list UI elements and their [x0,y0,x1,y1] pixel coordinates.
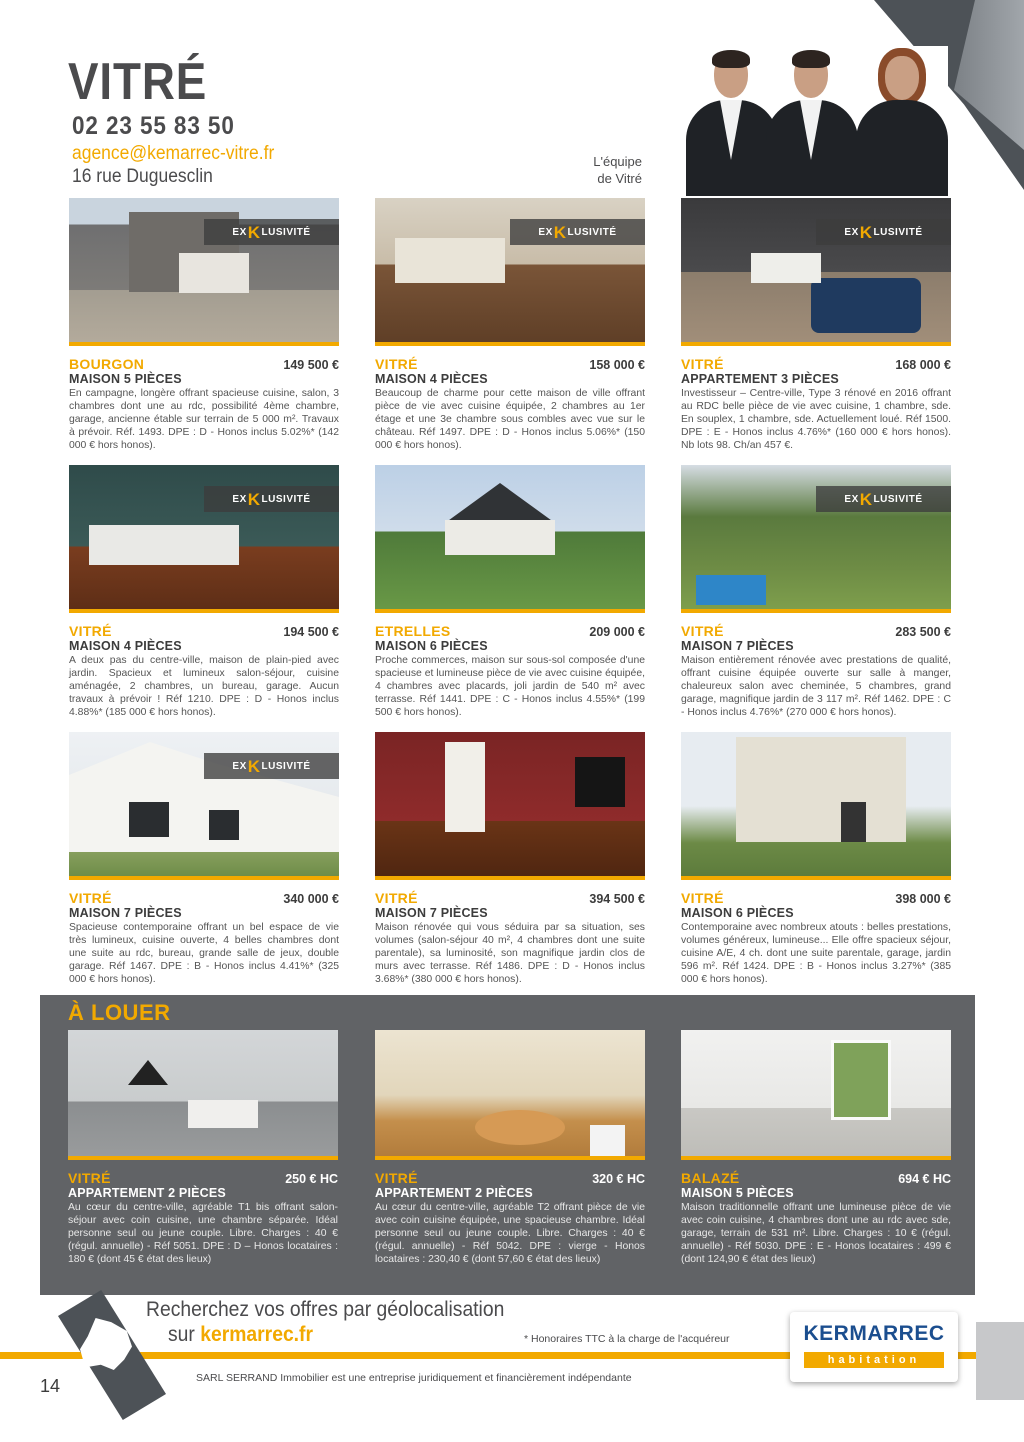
listing-card[interactable] [69,732,339,986]
listing-city: VITRÉ [69,890,112,906]
listing-description: Au cœur du centre-ville, agréable T1 bis offrant salon-séjour avec coin cuisine, une chambre séparée. Idéal personne seul ou jeune couple. Libre. Charges : 40 € (régul. annuelle) - Réf 5051. DPE : D – Honos locataires : 180 € (dont 45 € état des lieux) [68,1202,338,1265]
page-title: VITRÉ [68,53,208,111]
exclusivity-badge: EX K LUSIVITÉ [204,219,339,245]
listing-city: VITRÉ [69,623,112,639]
geolocation-cta: Recherchez vos offres par géolocalisation [146,1298,505,1321]
listing-type: APPARTEMENT 2 PIÈCES [68,1186,226,1200]
listing-price: 694 € HC [898,1172,951,1186]
listing-price: 194 500 € [283,625,339,639]
listing-type: MAISON 4 PIÈCES [69,639,182,653]
page-number: 14 [40,1376,61,1396]
agency-email[interactable]: agence@kemarrec-vitre.fr [72,143,275,164]
listing-city: BALAZÉ [681,1170,740,1186]
listing-type: MAISON 5 PIÈCES [681,1186,794,1200]
team-member-3 [852,46,948,196]
listing-description: Maison entièrement rénovée avec prestations de qualité, offrant cuisine équipée ouverte sur salle à manger, chaleureux salon avec cheminée, 5 chambres, grand garage, magnifique jardin de 3 117 m². Réf 1462. DPE : C - Honos inclus 4.76%* (270 000 € hors honos). [681,655,951,718]
fees-note: * Honoraires TTC à la charge de l'acquéreur [524,1333,730,1345]
listing-description: Investisseur – Centre-ville, Type 3 rénové en 2016 offrant au RDC belle pièce de vie avec cuisine, 1 chambre, sde. En souplex, 1 chambre, sde. Actuellement loué. Réf 1500. DPE : E - Honos inclus 4.76%* (160 000 € hors honos). Nb lots 98. Ch/an 457 €. [681,388,951,451]
listing-description: Maison rénovée qui vous séduira par sa situation, ses volumes (salon-séjour 40 m², 4 chambres dont une suite parentale), sa luminosité, son magnifique jardin clos de murs avec terrasse. Réf 1486. DPE : D - Honos inclus 3.68%* (380 000 € hors honos). [375,922,645,985]
listing-city: VITRÉ [375,1170,418,1186]
listing-price: 149 500 € [283,358,339,372]
rental-card[interactable] [68,1030,338,1266]
listing-description: Beaucoup de charme pour cette maison de ville offrant pièce de vie avec cuisine équipée, 2 chambres au 1er étage et une 3e chambre sous combles avec vue sur le château. Réf 1497. DPE : D - Honos inclus 5.06%* (150 000 € hors honos). [375,388,645,451]
legal-notice: SARL SERRAND Immobilier est une entreprise juridiquement et financièrement indépendante [196,1372,632,1384]
page-edge-tab [976,1322,1024,1400]
listing-description: A deux pas du centre-ville, maison de plain-pied avec jardin. Spacieux et lumineux salon-séjour, cuisine aménagée, 2 chambres, un bureau, garage. Aucun travaux à prévoir ! Réf 1210. DPE : D - Honos inclus 4.88%* (185 000 € hors honos). [69,655,339,718]
listing-type: MAISON 7 PIÈCES [69,906,182,920]
listing-city: VITRÉ [375,890,418,906]
property-photo [375,1030,645,1160]
listing-card[interactable] [375,732,645,986]
listing-price: 398 000 € [895,892,951,906]
listing-type: MAISON 5 PIÈCES [69,372,182,386]
website-link[interactable]: kermarrec.fr [200,1323,314,1346]
exclusivity-badge: EX K LUSIVITÉ [816,219,951,245]
listing-type: MAISON 7 PIÈCES [681,639,794,653]
listing-card[interactable] [69,465,339,719]
listing-city: ETRELLES [375,623,451,639]
listing-card[interactable] [681,465,951,719]
team-member-2 [762,46,862,196]
listing-type: MAISON 6 PIÈCES [681,906,794,920]
rental-card[interactable] [681,1030,951,1266]
listing-description: Proche commerces, maison sur sous-sol composée d'une spacieuse et lumineuse pièce de vie avec cuisine équipée, 4 chambres avec placards, joli jardin de 540 m² avec terrasse. Réf 1441. DPE : C - Honos inclus 4.55%* (199 500 € hors honos). [375,655,645,718]
listing-city: VITRÉ [375,356,418,372]
listing-type: MAISON 6 PIÈCES [375,639,488,653]
exclusivity-badge: EX K LUSIVITÉ [204,753,339,779]
listing-city: VITRÉ [681,890,724,906]
property-photo [69,465,339,613]
property-photo [68,1030,338,1160]
exclusivity-badge: EX K LUSIVITÉ [510,219,645,245]
team-photo [682,46,948,196]
listing-type: MAISON 7 PIÈCES [375,906,488,920]
listing-price: 158 000 € [589,358,645,372]
property-photo [375,465,645,613]
listing-price: 283 500 € [895,625,951,639]
listing-card[interactable] [681,198,951,452]
listing-type: MAISON 4 PIÈCES [375,372,488,386]
property-photo [375,732,645,880]
team-caption: L'équipe de Vitré [593,154,642,186]
listing-price: 250 € HC [285,1172,338,1186]
property-photo [681,198,951,346]
listing-price: 394 500 € [589,892,645,906]
listing-city: VITRÉ [681,356,724,372]
listing-price: 340 000 € [283,892,339,906]
property-photo [69,198,339,346]
listing-description: Spacieuse contemporaine offrant un bel espace de vie très lumineux, cuisine ouverte, 4 belles chambres dont une suite au rdc, bureau, grande salle de jeux, double garage. Réf 1467. DPE : B - Honos inclus 4.41%* (325 000 € hors honos). [69,922,339,985]
listing-city: VITRÉ [681,623,724,639]
listing-description: Contemporaine avec nombreux atouts : belles prestations, volumes généreux, lumineuse... Elle offre spacieux séjour, cuisine A/E, 4 ch. dont une suite parentale, garage, jardin 596 m². Réf 1424. DPE : B - Honos inclus 3.27%* (385 000 € hors honos). [681,922,951,985]
rent-section-title: À LOUER [68,1000,171,1025]
property-photo [681,732,951,880]
property-photo [681,465,951,613]
listing-price: 209 000 € [589,625,645,639]
rental-card[interactable] [375,1030,645,1266]
listing-card[interactable] [375,198,645,452]
property-photo [69,732,339,880]
exclusivity-badge: EX K LUSIVITÉ [204,486,339,512]
listing-price: 320 € HC [592,1172,645,1186]
property-photo [375,198,645,346]
kermarrec-logo: KERMARREC habitation [790,1312,958,1382]
listing-type: APPARTEMENT 3 PIÈCES [681,372,839,386]
website-cta: sur kermarrec.fr [168,1323,314,1346]
listing-description: Au cœur du centre-ville, agréable T2 offrant pièce de vie avec coin cuisine équipée, une spacieuse chambre. Idéal personne seul ou jeune couple. Libre. Charges : 40 € (régul. annuelle) - Réf 5042. DPE : vierge - Honos locataires : 230,40 € (dont 57,60 € état des lieux) [375,1202,645,1265]
listing-card[interactable] [69,198,339,452]
listing-type: APPARTEMENT 2 PIÈCES [375,1186,533,1200]
listing-price: 168 000 € [895,358,951,372]
agency-phone[interactable]: 02 23 55 83 50 [72,112,235,140]
exclusivity-badge: EX K LUSIVITÉ [816,486,951,512]
listing-card[interactable] [681,732,951,986]
agency-address: 16 rue Duguesclin [72,166,213,187]
listing-city: VITRÉ [68,1170,111,1186]
listing-card[interactable] [375,465,645,719]
listing-description: Maison traditionnelle offrant une lumineuse pièce de vie avec coin cuisine, 4 chambres dont une au rdc avec sde, garage, terrain de 531 m². Libre. Charges : 10 € (régul. annuelle) - Réf 5030. DPE : E - Honos locataires : 499 € (dont 124,90 € état des lieux) [681,1202,951,1265]
listing-description: En campagne, longère offrant spacieuse cuisine, salon, 3 chambres dont une au rdc, possibilité 4ème chambre, garage, ancienne étable sur terrain de 5 000 m². Travaux à prévoir. Réf. 1493. DPE : D - Honos inclus 5.02%* (142 000 € hors honos). [69,388,339,451]
property-photo [681,1030,951,1160]
listing-city: BOURGON [69,356,145,372]
